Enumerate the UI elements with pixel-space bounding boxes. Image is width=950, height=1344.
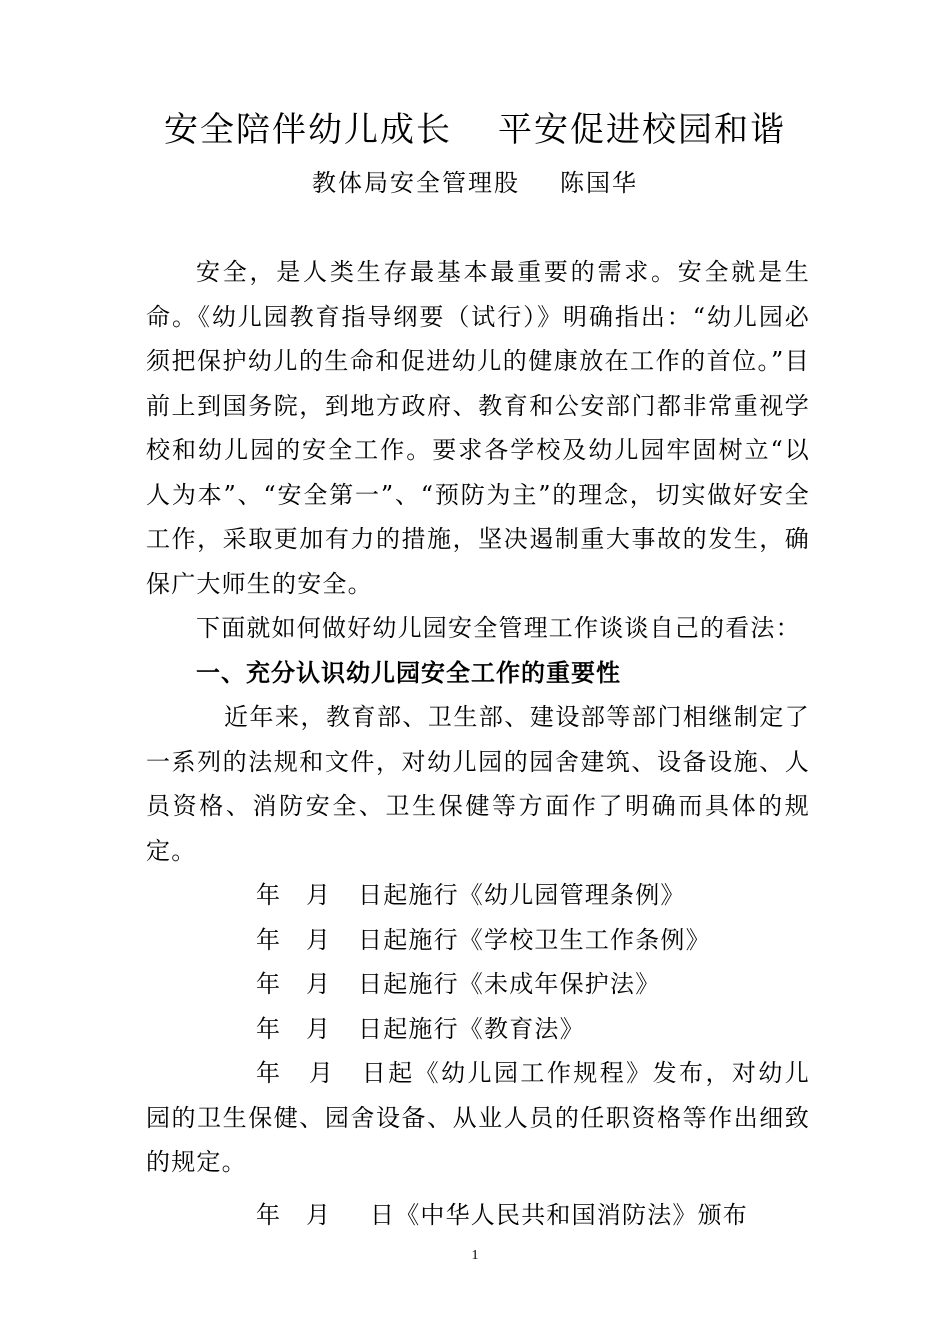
month-label: 月 xyxy=(306,881,332,909)
section-heading: 一、充分认识幼儿园安全工作的重要性 xyxy=(196,658,621,687)
document-body xyxy=(146,250,810,1237)
spacer xyxy=(146,1185,810,1193)
month-label: 月 xyxy=(306,925,332,954)
paragraph-kindergarten-rules: 年 月 日起《幼儿园工作规程》发布，对幼儿园的卫生保健、园舍设备、从业人员的任职资格等作出细致的规定。 xyxy=(146,1059,810,1176)
page-number: 1 xyxy=(471,1248,479,1263)
title-left: 安全陪伴幼儿成长 xyxy=(164,110,452,150)
byline-author: 陈国华 xyxy=(560,169,638,197)
byline xyxy=(0,163,950,198)
date-line-text: 日起施行《未成年保护法》 xyxy=(358,970,661,998)
date-line xyxy=(146,873,810,918)
paragraph-intro: 安全，是人类生存最基本最重要的需求。安全就是生命。《幼儿园教育指导纲要（试行）》明确指出：“幼儿园必须把保护幼儿的生命和促进幼儿的健康放在工作的首位。”目前上到国务院，到地方政府、教育和公安部门都非常重视学校和幼儿园的安全工作。要求各学校及幼儿园牢固树立“以人为本”、“安全第一”、“预防为主”的理念，切实做好安全工作，采取更加有力的措施，坚决遏制重大事故的发生，确保广大师生的安全。 xyxy=(146,258,810,598)
year-label: 年 xyxy=(256,1200,282,1229)
paragraph-regulations: 近年来，教育部、卫生部、建设部等部门相继制定了一系列的法规和文件，对幼儿园的园舍建筑、设备设施、人员资格、消防安全、卫生保健等方面作了明确而具体的规定。 xyxy=(146,703,810,865)
year-label: 年 xyxy=(256,1014,282,1043)
year-label: 年 xyxy=(256,881,282,909)
year-label: 年 xyxy=(256,970,282,998)
date-line-text: 日《中华人民共和国消防法》颁布 xyxy=(370,1200,748,1229)
paragraph-lead-in: 下面就如何做好幼儿园安全管理工作谈谈自己的看法： xyxy=(196,614,801,642)
date-line-text: 日起施行《幼儿园管理条例》 xyxy=(358,881,686,909)
byline-org: 教体局安全管理股 xyxy=(312,169,520,197)
title-right: 平安促进校园和谐 xyxy=(498,110,786,150)
date-line-text: 日起施行《教育法》 xyxy=(358,1014,585,1043)
document-title xyxy=(0,102,950,151)
date-line xyxy=(146,962,810,1007)
year-label: 年 xyxy=(256,925,282,954)
month-label: 月 xyxy=(306,1200,332,1229)
date-line xyxy=(146,1193,810,1238)
date-line-text: 日起施行《学校卫生工作条例》 xyxy=(358,925,711,954)
date-line xyxy=(146,1007,810,1052)
month-label: 月 xyxy=(306,1014,332,1043)
date-line xyxy=(146,918,810,963)
month-label: 月 xyxy=(306,970,332,998)
